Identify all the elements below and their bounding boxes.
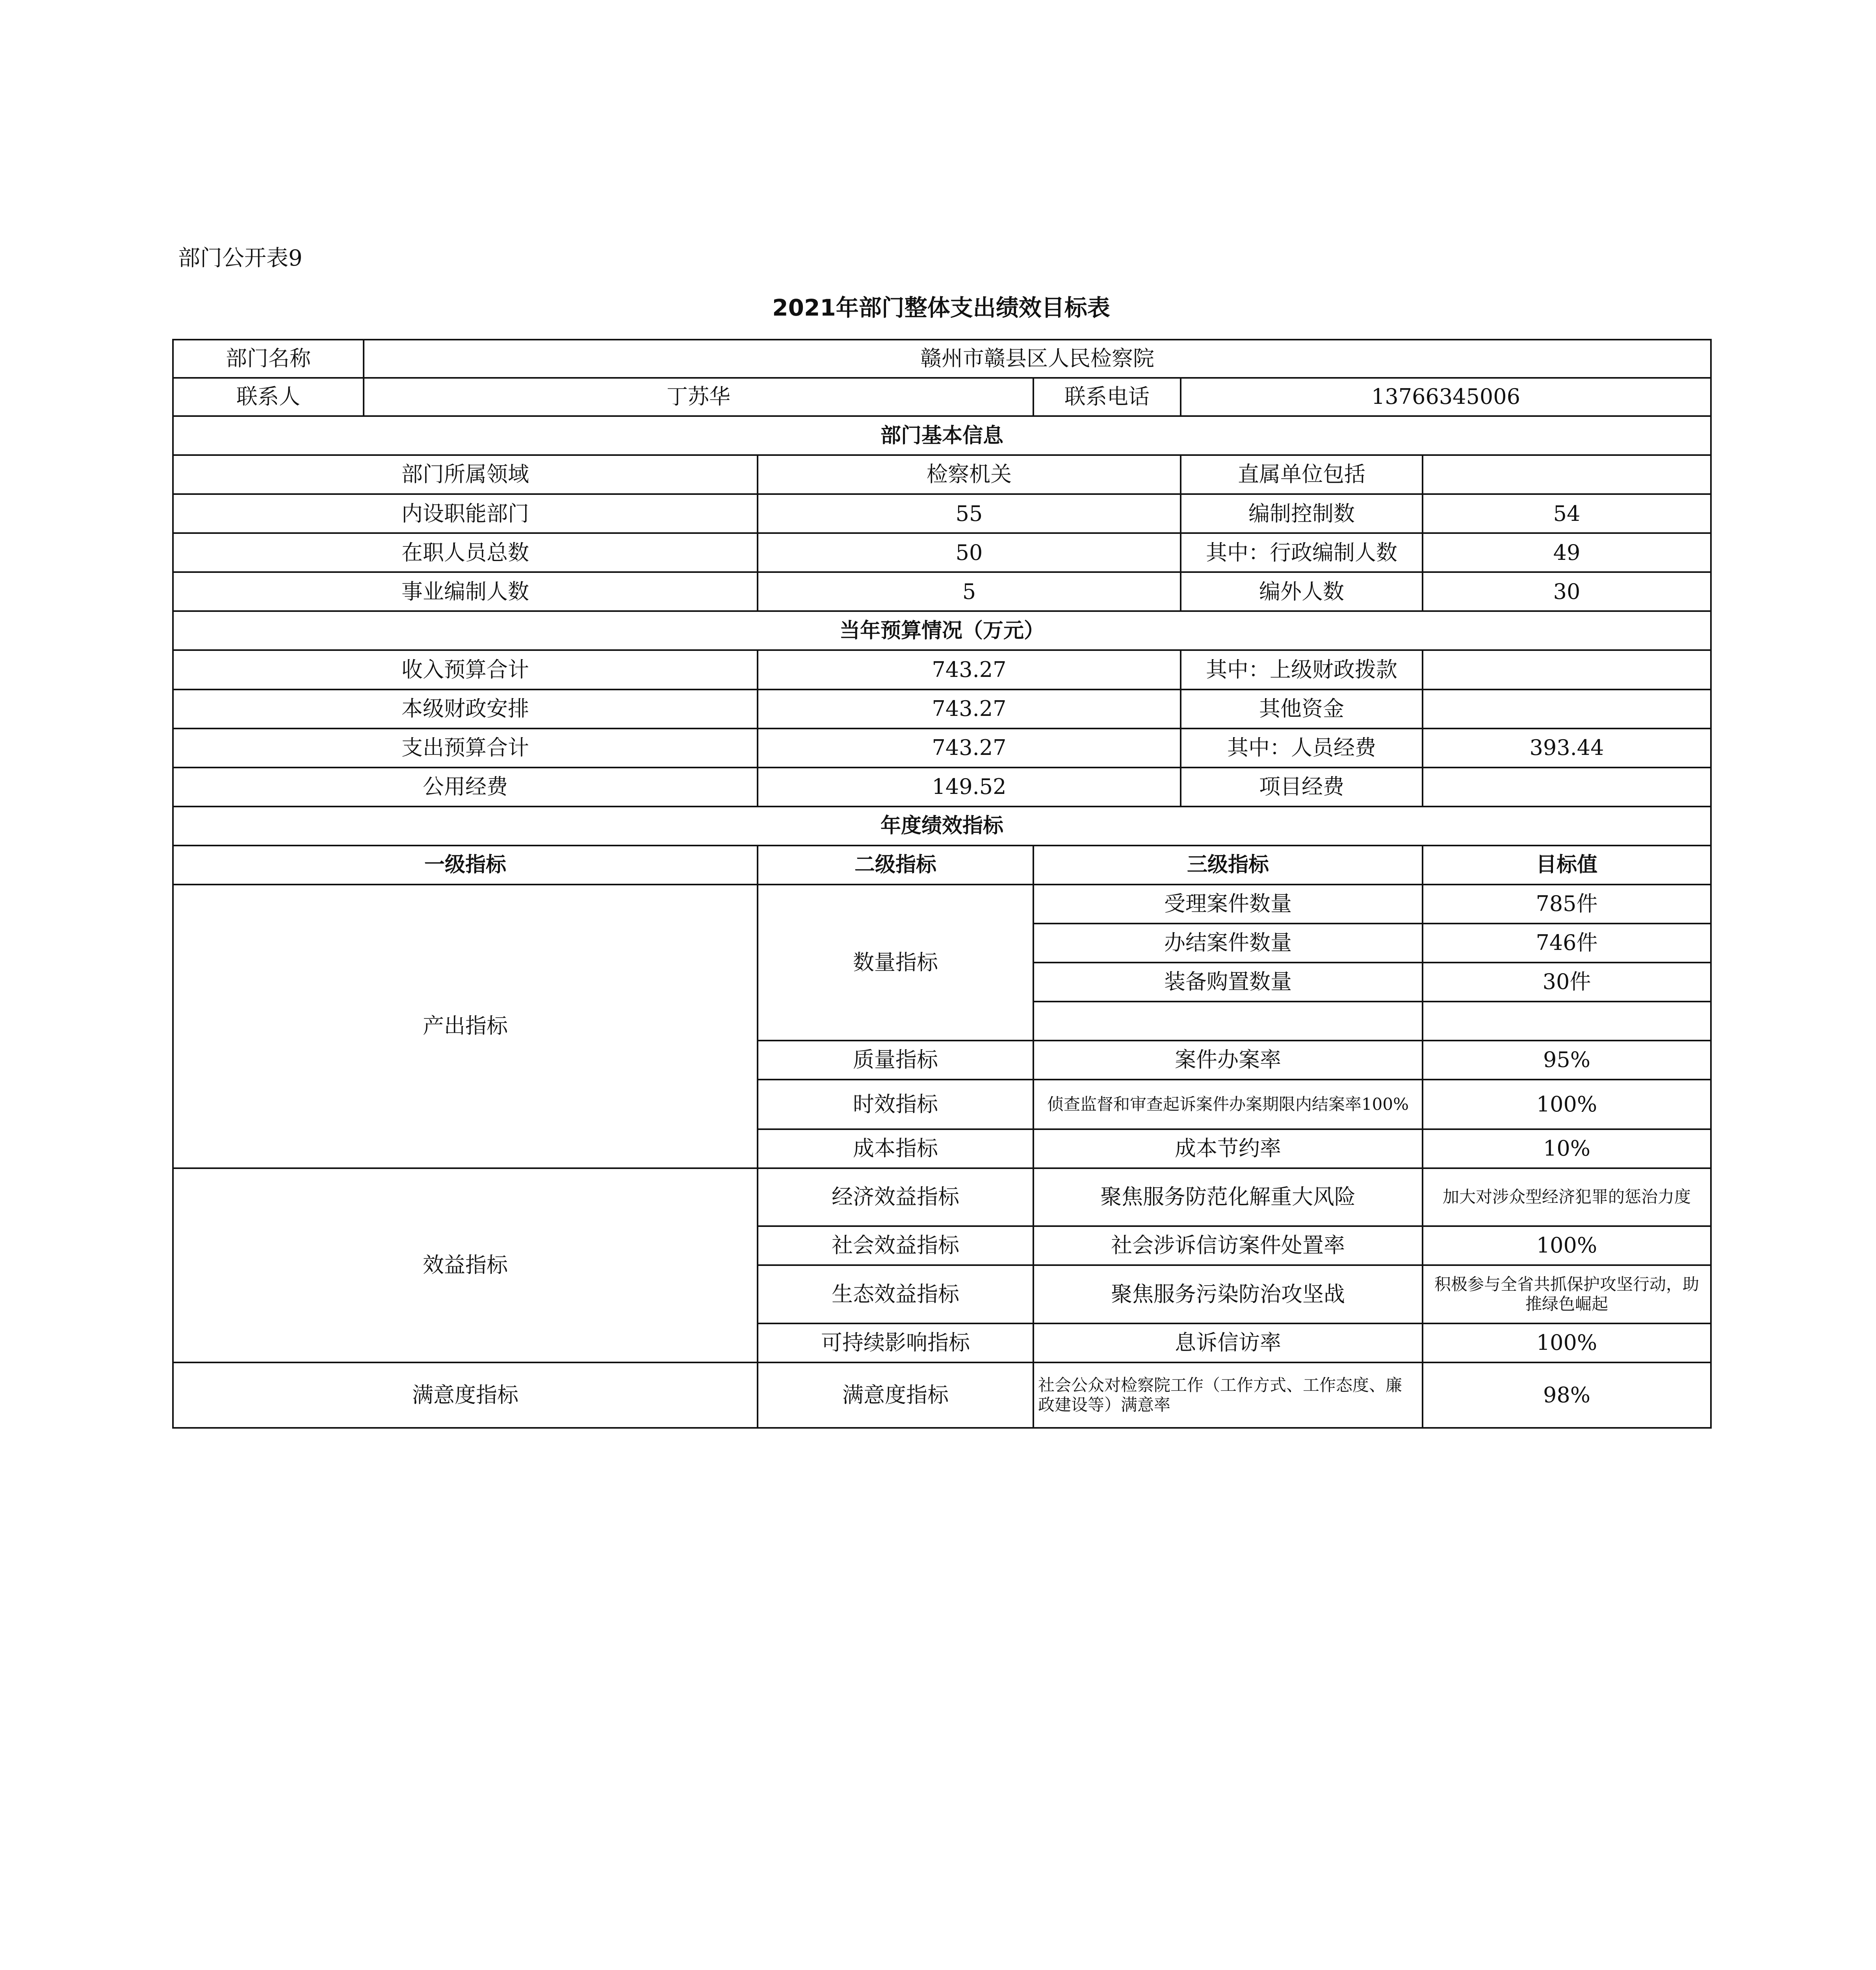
header-level1: 一级指标 xyxy=(173,846,758,885)
budget-title: 当年预算情况（万元） xyxy=(173,611,1711,650)
performance-section xyxy=(173,807,1711,846)
budget-cell: 其中：上级财政拨款 xyxy=(1181,650,1423,689)
budget-cell xyxy=(1423,690,1711,729)
phone-value: 13766345006 xyxy=(1181,378,1711,416)
dept-name-label: 部门名称 xyxy=(173,340,364,378)
basic-cell: 50 xyxy=(758,533,1181,572)
indicator-level3: 侦查监督和审查起诉案件办案期限内结案率100% xyxy=(1033,1080,1423,1129)
indicator-level2: 质量指标 xyxy=(758,1041,1033,1080)
indicator-level3: 成本节约率 xyxy=(1033,1129,1423,1168)
indicator-target: 30件 xyxy=(1423,963,1711,1002)
budget-cell: 393.44 xyxy=(1423,729,1711,768)
page-label: 部门公开表9 xyxy=(178,245,303,271)
indicator-level2: 经济效益指标 xyxy=(758,1168,1033,1227)
header-level2: 二级指标 xyxy=(758,846,1033,885)
indicator-target: 加大对涉众型经济犯罪的惩治力度 xyxy=(1423,1168,1711,1227)
contact-row xyxy=(173,378,1711,416)
dept-name-value: 赣州市赣县区人民检察院 xyxy=(364,340,1711,378)
budget-row xyxy=(173,729,1711,768)
indicator-target: 98% xyxy=(1423,1362,1711,1428)
performance-target-table xyxy=(172,339,1712,1429)
phone-label: 联系电话 xyxy=(1033,378,1181,416)
budget-cell: 149.52 xyxy=(758,768,1181,807)
indicator-target: 10% xyxy=(1423,1129,1711,1168)
budget-cell: 其中：人员经费 xyxy=(1181,729,1423,768)
output-indicator-label: 产出指标 xyxy=(173,885,758,1168)
basic-cell: 54 xyxy=(1423,494,1711,533)
indicator-row xyxy=(173,1168,1711,1227)
basic-cell: 编外人数 xyxy=(1181,572,1423,611)
basic-cell: 30 xyxy=(1423,572,1711,611)
indicator-target: 95% xyxy=(1423,1041,1711,1080)
basic-cell: 49 xyxy=(1423,533,1711,572)
basic-cell: 内设职能部门 xyxy=(173,494,758,533)
basic-cell: 事业编制人数 xyxy=(173,572,758,611)
basic-cell: 编制控制数 xyxy=(1181,494,1423,533)
budget-cell: 项目经费 xyxy=(1181,768,1423,807)
basic-cell: 检察机关 xyxy=(758,455,1181,494)
basic-cell: 部门所属领域 xyxy=(173,455,758,494)
indicator-level3: 案件办案率 xyxy=(1033,1041,1423,1080)
indicator-target xyxy=(1423,1002,1711,1041)
indicator-level2: 时效指标 xyxy=(758,1080,1033,1129)
indicator-target: 100% xyxy=(1423,1080,1711,1129)
dept-row xyxy=(173,340,1711,378)
quantity-indicator-label: 数量指标 xyxy=(758,885,1033,1041)
indicator-target: 785件 xyxy=(1423,885,1711,924)
basic-cell: 55 xyxy=(758,494,1181,533)
indicator-level2: 可持续影响指标 xyxy=(758,1323,1033,1362)
indicator-level3: 聚焦服务污染防治攻坚战 xyxy=(1033,1265,1423,1323)
budget-cell: 743.27 xyxy=(758,729,1181,768)
basic-info-section xyxy=(173,416,1711,455)
basic-cell: 5 xyxy=(758,572,1181,611)
benefit-indicator-label: 效益指标 xyxy=(173,1168,758,1362)
indicator-level3 xyxy=(1033,1002,1423,1041)
basic-cell: 在职人员总数 xyxy=(173,533,758,572)
contact-label: 联系人 xyxy=(173,378,364,416)
basic-info-title: 部门基本信息 xyxy=(173,416,1711,455)
indicator-target: 100% xyxy=(1423,1323,1711,1362)
basic-cell xyxy=(1423,455,1711,494)
budget-row xyxy=(173,768,1711,807)
indicator-target: 100% xyxy=(1423,1226,1711,1265)
basic-row xyxy=(173,494,1711,533)
budget-cell: 公用经费 xyxy=(173,768,758,807)
performance-title: 年度绩效指标 xyxy=(173,807,1711,846)
indicator-level2: 满意度指标 xyxy=(758,1362,1033,1428)
indicator-row xyxy=(173,885,1711,924)
contact-value: 丁苏华 xyxy=(364,378,1033,416)
satisfaction-indicator-label: 满意度指标 xyxy=(173,1362,758,1428)
basic-cell: 直属单位包括 xyxy=(1181,455,1423,494)
indicator-level2: 成本指标 xyxy=(758,1129,1033,1168)
indicator-level3: 社会涉诉信访案件处置率 xyxy=(1033,1226,1423,1265)
budget-row xyxy=(173,690,1711,729)
budget-cell xyxy=(1423,768,1711,807)
basic-row xyxy=(173,572,1711,611)
indicator-level3: 聚焦服务防范化解重大风险 xyxy=(1033,1168,1423,1227)
budget-cell: 收入预算合计 xyxy=(173,650,758,689)
indicator-level2: 生态效益指标 xyxy=(758,1265,1033,1323)
basic-row xyxy=(173,455,1711,494)
basic-row xyxy=(173,533,1711,572)
budget-cell: 本级财政安排 xyxy=(173,690,758,729)
indicator-level3: 社会公众对检察院工作（工作方式、工作态度、廉政建设等）满意率 xyxy=(1033,1362,1423,1428)
indicator-level3: 息诉信访率 xyxy=(1033,1323,1423,1362)
indicator-level3: 受理案件数量 xyxy=(1033,885,1423,924)
budget-cell: 支出预算合计 xyxy=(173,729,758,768)
budget-cell xyxy=(1423,650,1711,689)
budget-section xyxy=(173,611,1711,650)
indicator-target: 积极参与全省共抓保护攻坚行动，助推绿色崛起 xyxy=(1423,1265,1711,1323)
basic-cell: 其中：行政编制人数 xyxy=(1181,533,1423,572)
performance-header-row xyxy=(173,846,1711,885)
document-title: 2021年部门整体支出绩效目标表 xyxy=(772,294,1110,321)
header-target: 目标值 xyxy=(1423,846,1711,885)
indicator-target: 746件 xyxy=(1423,924,1711,963)
budget-cell: 其他资金 xyxy=(1181,690,1423,729)
budget-cell: 743.27 xyxy=(758,690,1181,729)
indicator-level2: 社会效益指标 xyxy=(758,1226,1033,1265)
indicator-level3: 办结案件数量 xyxy=(1033,924,1423,963)
budget-cell: 743.27 xyxy=(758,650,1181,689)
header-level3: 三级指标 xyxy=(1033,846,1423,885)
budget-row xyxy=(173,650,1711,689)
indicator-row xyxy=(173,1362,1711,1428)
indicator-level3: 装备购置数量 xyxy=(1033,963,1423,1002)
